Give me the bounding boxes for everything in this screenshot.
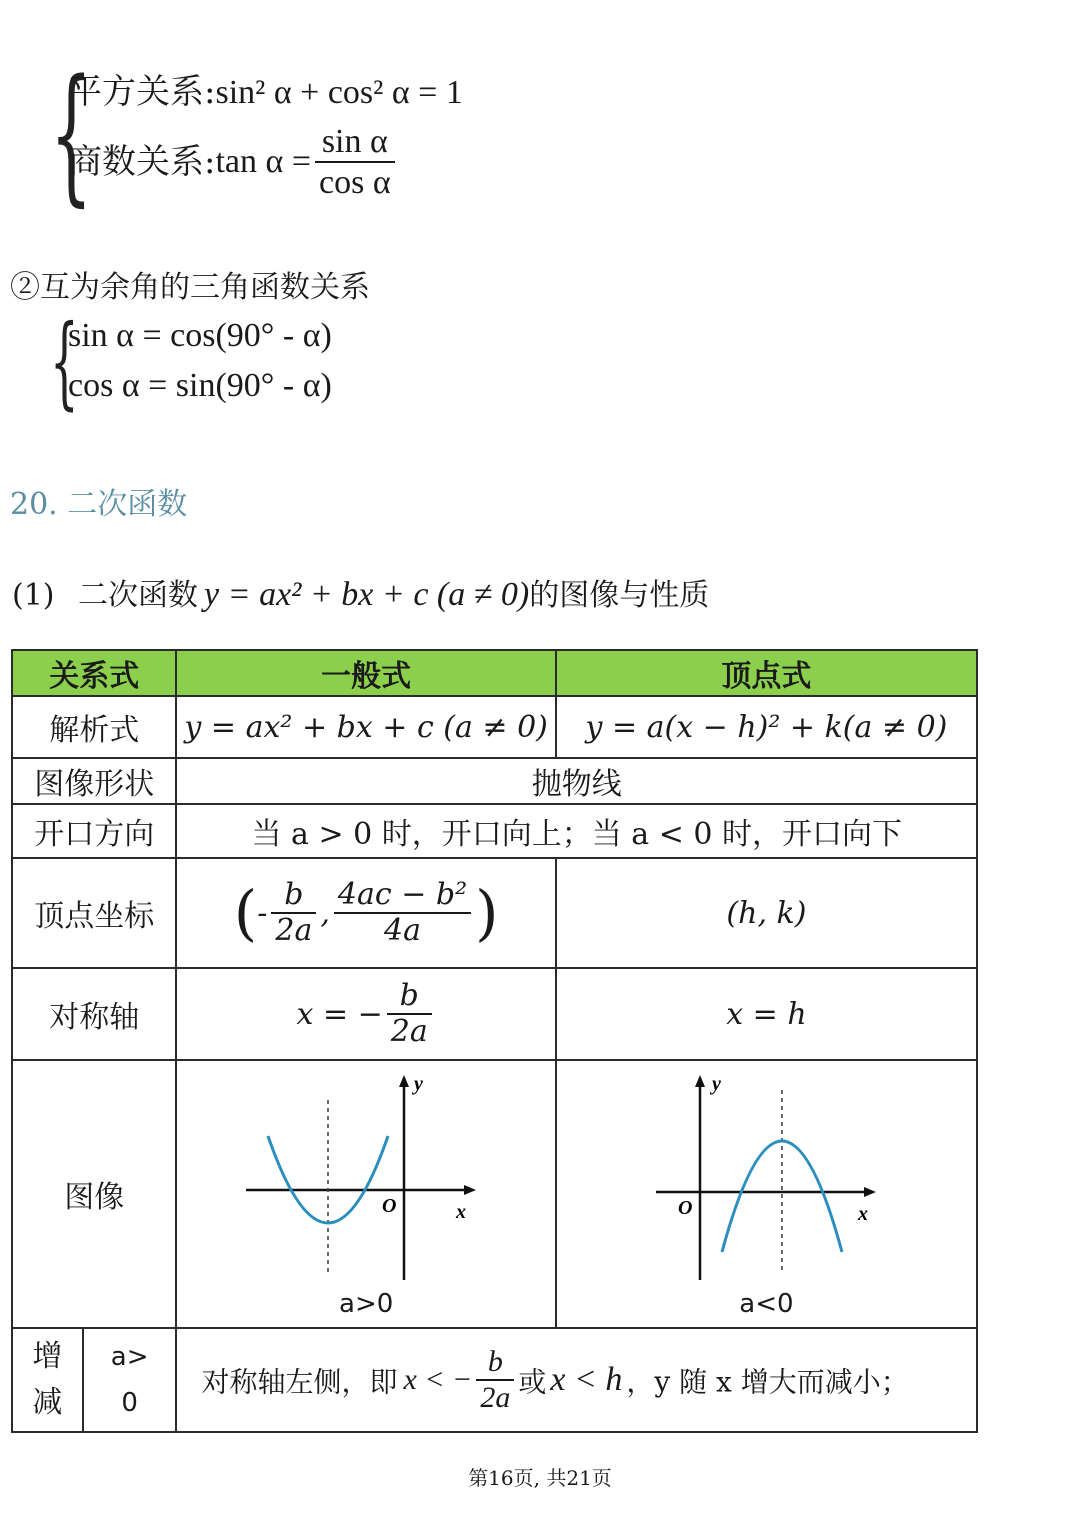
page-footer: 第16页, 共21页 [468,1466,612,1490]
square-identity-label: 平方关系: [68,72,216,112]
axis-num: b [399,977,419,1013]
opening-value: 当 a > 0 时，开口向上；当 a < 0 时，开口向下 [176,804,977,858]
quotient-identity-label: 商数关系: [68,142,216,183]
monotonic-text-b: ， [626,1365,655,1398]
table-row [12,696,977,758]
section-title: 20. 二次函数 [10,487,188,522]
monotonic-text-c: y 随 x 增大而减小； [654,1365,909,1398]
complement-heading: ②互为余角的三角函数关系 [10,270,370,305]
vertex-y-den: 4a [334,912,471,949]
row-label-vertex-coord: 顶点坐标 [12,858,176,968]
row-label-opening: 开口方向 [12,804,176,858]
left-brace: { [50,48,93,220]
complement-eq1: sin α = cos(90° - α) [68,317,332,354]
table-row [12,968,977,1060]
row-label-monotonic [12,1328,83,1432]
y-axis-arrow [695,1075,705,1087]
properties-table [11,649,978,1433]
monotonic-ineq-lhs: x < − [403,1363,473,1396]
monotonic-text-or: 或 [518,1365,547,1398]
monotonic-text [176,1328,977,1432]
table-header-row [12,650,977,696]
x-axis-label: x [456,1200,467,1223]
row-label-axis: 对称轴 [12,968,176,1060]
table-row [12,758,977,804]
row-label-analytic: 解析式 [12,696,176,758]
subsection-text-before: 二次函数 [78,578,199,613]
monotonic-num: b [487,1344,503,1378]
general-vertex-coord [176,858,555,968]
axis-lhs: x = − [296,996,383,1032]
y-axis-label: y [712,1072,722,1095]
monotonic-text-a: 对称轴左侧，即 [201,1365,398,1398]
row-label-shape: 图像形状 [12,758,176,804]
vertex-y-fraction [334,878,471,949]
general-analytic-formula: y = ax² + bx + c (a ≠ 0) [176,696,555,758]
graph-general-cell [176,1060,555,1328]
square-identity [68,72,463,113]
quotient-identity-lhs: tan α = [215,143,311,181]
header-vertex: 顶点式 [556,650,977,696]
vertex-x-fraction [271,878,316,949]
vertex-y-num: 4ac − b² [337,876,468,912]
row-label-graph: 图像 [12,1060,176,1328]
parabola-up-graph [236,1070,496,1285]
table-row [12,804,977,858]
y-axis-label: y [414,1072,424,1095]
axis-den: 2a [387,1013,432,1050]
minus-sign: - [257,895,268,931]
monotonic-condition [83,1328,177,1432]
complement-eq2: cos α = sin(90° - α) [68,367,332,404]
monotonic-label-1: 增 [32,1339,63,1374]
parabola-down-graph [636,1070,896,1285]
vertex-analytic-formula: y = a(x − h)² + k(a ≠ 0) [556,696,977,758]
comma: , [320,895,330,931]
header-relation: 关系式 [12,650,176,696]
table-row [12,1328,977,1432]
x-axis-arrow [864,1187,876,1197]
subsection-title [12,575,709,616]
subsection-text-after: 的图像与性质 [529,578,710,613]
y-axis-arrow [399,1075,409,1087]
vertex-axis: x = h [556,968,977,1060]
origin-label: O [382,1194,397,1217]
paren-open: ( [233,878,258,948]
x-axis-arrow [464,1185,476,1195]
graph-vertex-cell [556,1060,977,1328]
origin-label: O [678,1196,693,1219]
monotonic-cond-1: a> [110,1342,149,1372]
header-general: 一般式 [176,650,555,696]
general-axis [176,968,555,1060]
subsection-prefix: (1) [12,578,55,613]
vertex-x-num: b [284,876,304,912]
quotient-identity [68,122,399,202]
paren-close: ) [475,878,499,948]
table-row [12,858,977,968]
vertex-vertex-coord: (h, k) [556,858,977,968]
shape-value: 抛物线 [176,758,977,804]
left-brace-small: { [50,303,79,420]
monotonic-den: 2a [476,1379,514,1416]
monotonic-fraction [476,1345,514,1416]
x-axis-label: x [858,1202,869,1225]
subsection-formula: y = ax² + bx + c (a ≠ 0) [204,576,530,613]
fraction-numerator: sin α [321,123,388,160]
monotonic-ineq2: x < h [550,1361,623,1398]
graph-vertex-caption: a<0 [739,1288,794,1319]
vertex-x-den: 2a [271,912,316,949]
quotient-fraction [315,122,395,202]
square-identity-formula: sin² α + cos² α = 1 [215,74,463,111]
graph-general-caption: a>0 [339,1288,394,1319]
monotonic-label-2: 减 [32,1385,63,1420]
axis-fraction [387,979,432,1050]
monotonic-cond-2: 0 [121,1388,138,1418]
fraction-denominator: cos α [315,161,395,202]
table-row [12,1060,977,1328]
